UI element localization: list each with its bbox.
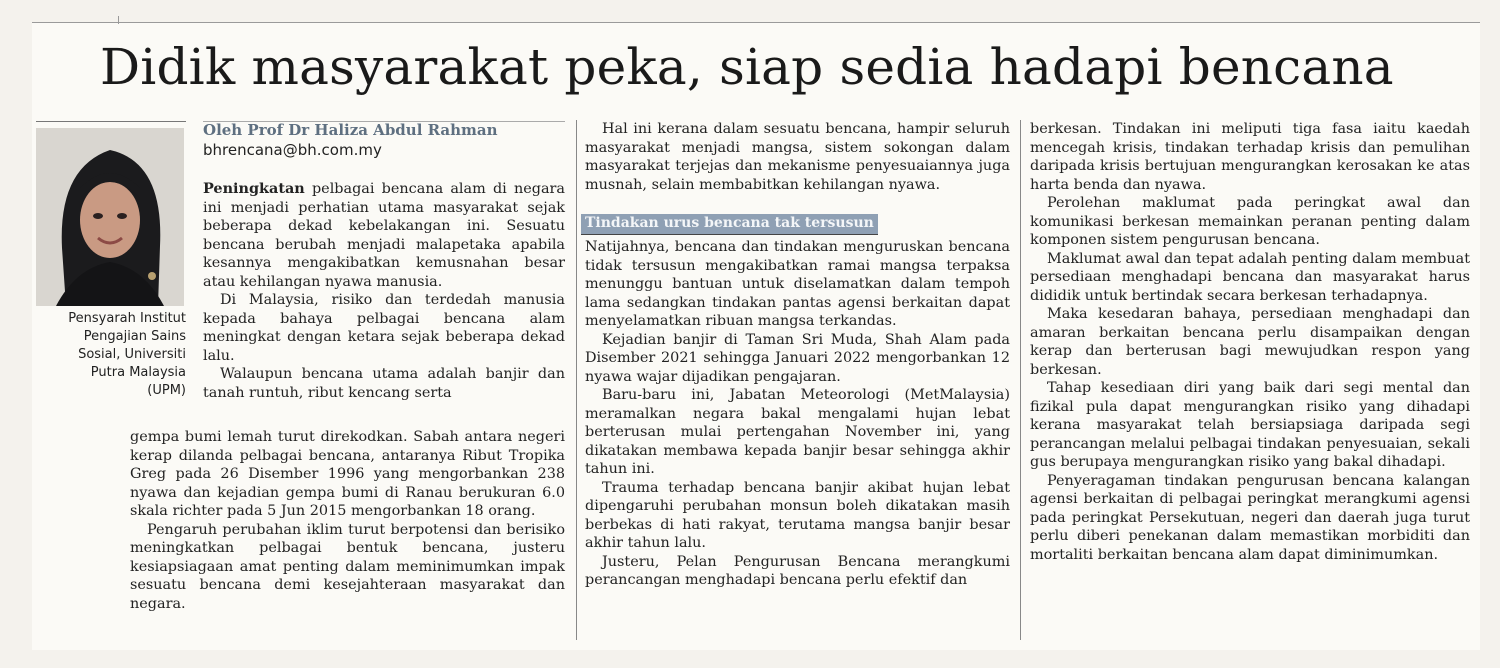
paragraph: [203, 180, 565, 291]
paragraph: Maka kesedaran bahaya, persediaan menghadapi dan amaran berkaitan bencana perlu disampaikan dengan kerap dan berterusan bagi mewujudkan respon yang berkesan.: [1030, 306, 1470, 378]
paragraph: berkesan. Tindakan ini meliputi tiga fasa iaitu kaedah mencegah krisis, tindakan terhadap krisis dan pemulihan daripada krisis bertujuan mengurangkan kerosakan ke atas harta benda dan nyawa.: [1030, 121, 1470, 193]
paragraph: Trauma terhadap bencana banjir akibat hujan lebat dipengaruhi perubahan monsun boleh dikatakan masih berbekas di hati rakyat, terutama mangsa banjir besar akhir tahun lalu.: [585, 479, 1010, 551]
caption-line: (UPM): [147, 383, 186, 398]
author-photo: [36, 128, 184, 306]
caption-line: Putra Malaysia: [90, 365, 186, 380]
paragraph: Natijahnya, bencana dan tindakan menguruskan bencana tidak tersusun mengakibatkan ramai mangsa terpaksa menunggu bantuan untuk diselamatkan dalam tempoh lama sedangkan tindakan pantas agensi berkaitan dapat menyelamatkan ribuan mangsa terkandas.: [585, 239, 1010, 329]
paragraph: Justeru, Pelan Pengurusan Bencana merangkumi perancangan menghadapi bencana perlu efektif dan: [585, 553, 1010, 588]
paragraph: Walaupun bencana utama adalah banjir dan tanah runtuh, ribut kencang serta: [203, 366, 565, 401]
paragraph: gempa bumi lemah turut direkodkan. Sabah antara negeri kerap dilanda pelbagai bencana, antaranya Ribut Tropika Greg pada 26 Disember 1996 yang mengorbankan 238 nyawa dan kejadian gempa bumi di Ranau berukuran 6.0 skala richter pada 5 Jun 2015 mengorbankan 18 orang.: [130, 429, 565, 519]
column-divider-1: [576, 120, 577, 640]
paragraph: Baru-baru ini, Jabatan Meteorologi (MetMalaysia) meramalkan negara bakal mengalami hujan lebat berterusan mulai pertengahan November ini, yang dikatakan membawa kepada banjir besar sehingga akhir tahun ini.: [585, 387, 1010, 477]
paragraph: Perolehan maklumat pada peringkat awal dan komunikasi berkesan memainkan peranan penting dalam komponen sistem pengurusan bencana.: [1030, 195, 1470, 248]
caption-line: Sosial, Universiti: [78, 347, 186, 362]
paragraph: Hal ini kerana dalam sesuatu bencana, hampir seluruh masyarakat menjadi mangsa, sistem sokongan dalam masyarakat terjejas dan mekanisme penyesuaiannya juga musnah, selain membabitkan kehilangan nyawa.: [585, 121, 1010, 193]
headline: Didik masyarakat peka, siap sedia hadapi bencana: [100, 38, 1394, 96]
paragraph: Kejadian banjir di Taman Sri Muda, Shah Alam pada Disember 2021 sehingga Januari 2022 mengorbankan 12 nyawa wajar dijadikan pengajaran.: [585, 331, 1010, 385]
author-email: bhrencana@bh.com.my: [203, 141, 382, 159]
top-rule: [32, 22, 1480, 23]
author-portrait-image: [36, 128, 184, 306]
article-column-1-wide: [130, 428, 565, 613]
author-caption: [36, 310, 186, 400]
column-divider-2: [1020, 120, 1021, 640]
byline: Oleh Prof Dr Haliza Abdul Rahman: [203, 121, 498, 139]
paragraph: Penyeragaman tindakan pengurusan bencana kalangan agensi berkaitan di pelbagai peringkat merangkumi agensi pada peringkat Persekutuan, negeri dan daerah juga turut perlu diberi penekanan dalam memastikan morbiditi dan mortaliti berkaitan bencana alam dapat diminimumkan.: [1030, 472, 1470, 563]
caption-line: Pengajian Sains: [83, 329, 186, 344]
crop-mark: [118, 16, 119, 24]
caption-line: Pensyarah Institut: [68, 311, 186, 326]
photo-top-rule: [36, 121, 186, 122]
section-subhead: Tindakan urus bencana tak tersusun: [581, 214, 878, 235]
article-column-3: [1030, 120, 1470, 564]
article-column-2: [585, 120, 1010, 590]
paragraph: Pengaruh perubahan iklim turut berpotensi dan berisiko meningkatkan pelbagai bentuk bencana, justeru kesiapsiagaan amat penting dalam meminimumkan impak sesuatu bencana demi kesejahteraan masyarakat dan negara.: [130, 521, 565, 612]
paragraph: Tahap kesediaan diri yang baik dari segi mental dan fizikal pula dapat mengurangkan risiko yang dihadapi kerana masyarakat telah bersiapsiaga daripada segi perancangan melalui pelbagai tindakan penyesuaian, sekali gus berupaya mengurangkan risiko yang bakal dihadapi.: [1030, 380, 1470, 470]
paragraph: Di Malaysia, risiko dan terdedah manusia kepada bahaya pelbagai bencana alam meningkat dengan ketara sejak beberapa dekad lalu.: [203, 292, 565, 364]
article-column-1: [203, 180, 565, 402]
paragraph: Maklumat awal dan tepat adalah penting dalam membuat persediaan menghadapi bencana dan masyarakat harus dididik untuk bertindak secara berkesan terhadapnya.: [1030, 250, 1470, 304]
lead-word: Peningkatan: [203, 180, 305, 197]
paragraph-text: pelbagai bencana alam di negara ini menjadi perhatian utama masyarakat sejak beberapa dekad kebelakangan ini. Sesuatu bencana berubah menjadi malapetaka apabila kesannya mengakibatkan kemusnahan besar atau kehilangan nyawa manusia.: [203, 181, 565, 290]
